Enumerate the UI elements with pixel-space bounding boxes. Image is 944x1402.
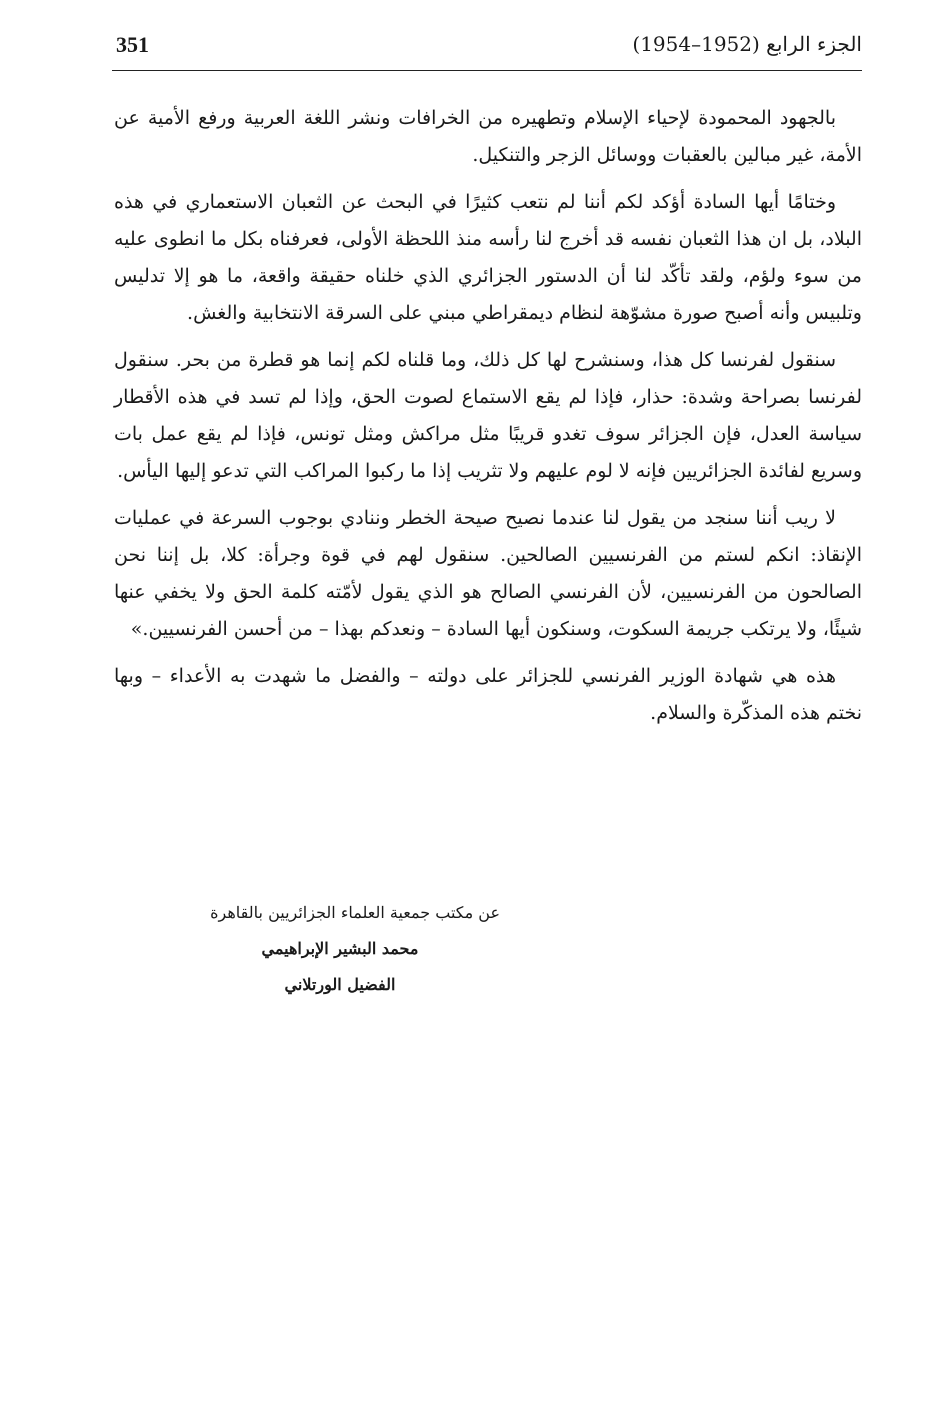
signatory-name: الفضيل الورتلاني	[284, 975, 396, 994]
body-text	[114, 100, 862, 742]
page-number: 351	[116, 32, 149, 57]
paragraph: بالجهود المحمودة لإحياء الإسلام وتطهيره من الخرافات ونشر اللغة العربية ورفع الأمية عن الأمة، غير مبالين بالعقبات ووسائل الزجر والتنكيل.	[114, 107, 862, 166]
signature-block	[180, 895, 500, 1003]
running-head: الجزء الرابع (1952–1954)	[632, 32, 862, 56]
header-rule	[112, 70, 862, 71]
signature-organization: عن مكتب جمعية العلماء الجزائريين بالقاهرة	[210, 903, 500, 922]
page-header	[116, 30, 862, 66]
paragraph: وختامًا أيها السادة أؤكد لكم أننا لم نتعب كثيرًا في البحث عن الثعبان الاستعماري في هذه البلاد، بل ان هذا الثعبان نفسه قد أخرج لنا رأسه منذ اللحظة الأولى، فعرفناه بكل ما انطوى عليه من سوء ولؤم، ولقد تأكّد لنا أن الدستور الجزائري الذي خلناه حقيقة واقعة، ما هو إلا تدليس وتلبيس وأنه أصبح صورة مشوّهة لنظام ديمقراطي مبني على السرقة الانتخابية والغش.	[114, 191, 862, 324]
paragraph: لا ريب أننا سنجد من يقول لنا عندما نصيح صيحة الخطر وننادي بوجوب السرعة في عمليات الإنقاذ: انكم لستم من الفرنسيين الصالحين. سنقول لهم في قوة وجرأة: كلا، بل إننا نحن الصالحون من الفرنسيين، لأن الفرنسي الصالح هو الذي يقول لأمّته كلمة الحق ولا يخفي عنها شيئًا، ولا يرتكب جريمة السكوت، وسنكون أيها السادة – ونعدكم بهذا – من أحسن الفرنسيين.»	[114, 507, 862, 640]
paragraph: هذه هي شهادة الوزير الفرنسي للجزائر على دولته – والفضل ما شهدت به الأعداء – وبها نختم هذه المذكّرة والسلام.	[114, 665, 862, 724]
paragraph: سنقول لفرنسا كل هذا، وسنشرح لها كل ذلك، وما قلناه لكم إنما هو قطرة من بحر. سنقول لفرنسا بصراحة وشدة: حذار، فإذا لم يقع الاستماع لصوت الحق، وإذا لم تسد في هذه الأقطار سياسة العدل، فإن الجزائر سوف تغدو قريبًا مثل مراكش ومثل تونس، فإذا لم يقع عمل بات وسريع لفائدة الجزائريين فإنه لا لوم عليهم ولا تثريب إذا ما ركبوا المراكب التي تدعو إليها اليأس.	[114, 349, 862, 482]
signatory-name: محمد البشير الإبراهيمي	[261, 939, 419, 958]
